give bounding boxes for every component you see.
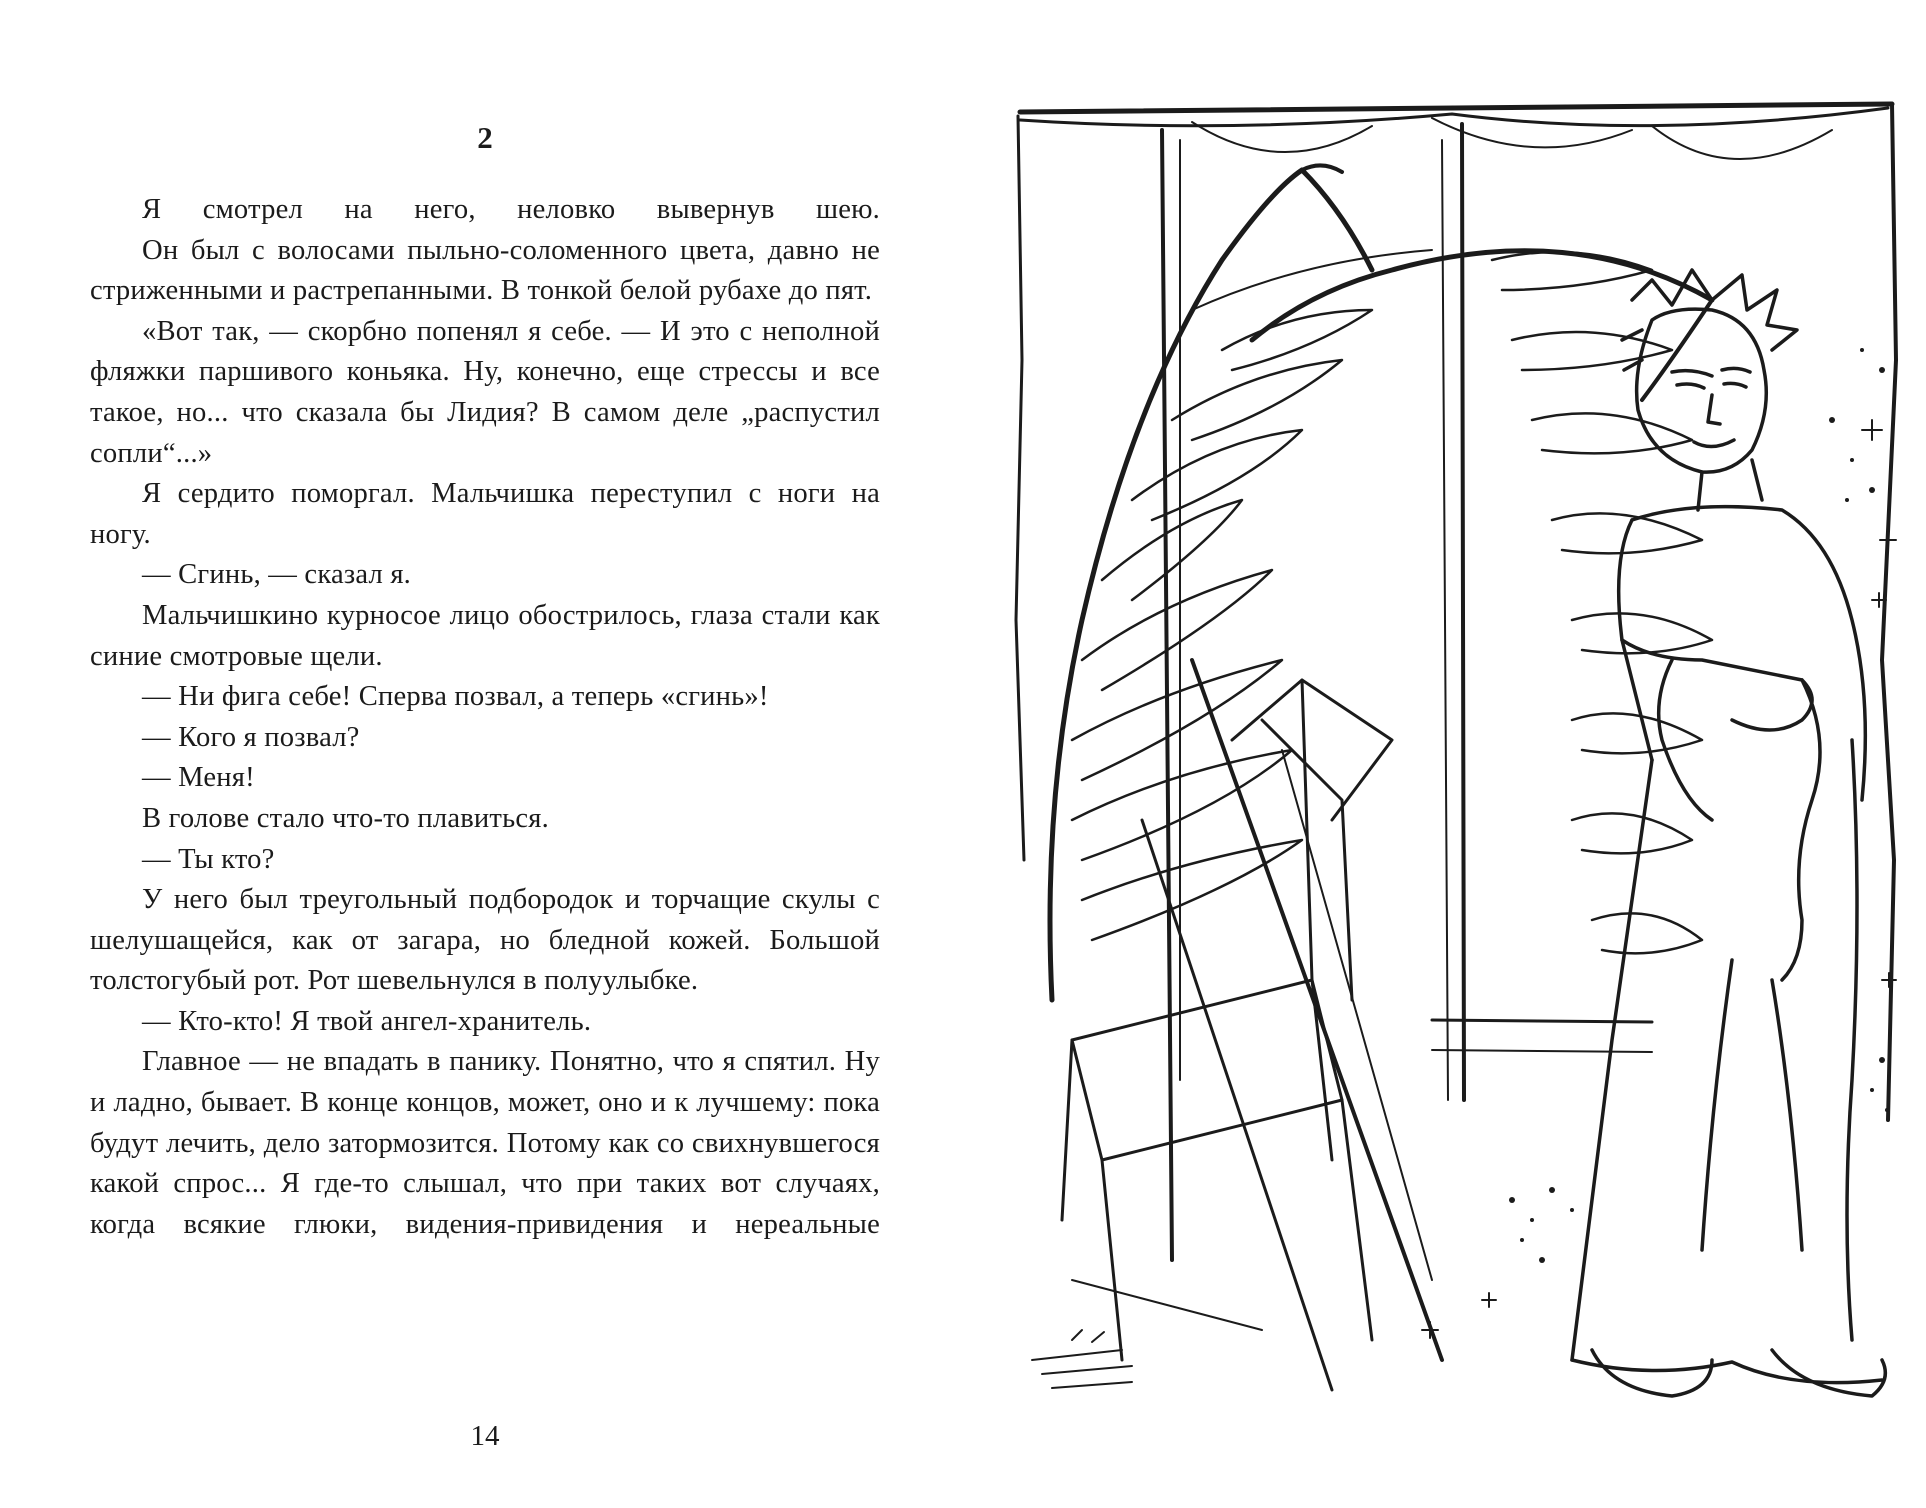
- top-border: [1020, 104, 1892, 112]
- paragraph: — Меня!: [142, 762, 255, 794]
- paragraph: — Кто-кто! Я твой ангел-хранитель.: [142, 1005, 592, 1037]
- paragraph: Мальчишкино курносое лицо обострилось, глаза стали как синие смотровые щели.: [90, 599, 880, 672]
- paragraph: Я смотрел на него, неловко вывернув шею.: [142, 194, 880, 225]
- paragraph: Я сердито поморгал. Мальчишка переступил с ноги на ногу.: [90, 478, 880, 550]
- illustration-drawing: [1012, 100, 1904, 1410]
- paragraph: Он был с волосами пыльно-соломенного цвета, давно не стриженными и растрепанными. В тонкой белой рубахе до пят.: [90, 234, 880, 307]
- paragraph: — Кого я позвал?: [142, 721, 360, 753]
- angel-boy-illustration: [1012, 100, 1904, 1410]
- body-text: [90, 190, 880, 1245]
- chair: [1062, 680, 1392, 1360]
- curtain-edge: [1252, 251, 1712, 340]
- floor-hatching: [1032, 1330, 1132, 1388]
- window-frame-right: [1462, 124, 1464, 1100]
- paragraph: «Вот так, — скорбно попенял я себе. — И это с неполной фляжки паршивого коньяка. Ну, конечно, еще стрессы и все такое, но... что сказала бы Лидия? В самом деле „распустил сопли“...»: [90, 315, 880, 469]
- page-number: 14: [470, 1420, 500, 1452]
- paragraph: В голове стало что-то плавиться.: [142, 802, 549, 834]
- chapter-number: 2: [477, 120, 493, 155]
- paragraph: — Сгинь, — сказал я.: [142, 559, 412, 591]
- paragraph: — Ты кто?: [142, 843, 275, 875]
- paragraph: У него был треугольный подбородок и торчащие скулы с шелушащейся, как от загара, но бледной кожей. Большой толстогубый рот. Рот шевельнулся в полуулыбке.: [90, 884, 880, 997]
- boy-figure: [1572, 270, 1885, 1396]
- paragraph: Главное — не впадать в панику. Понятно, что я спятил. Ну и ладно, бывает. В конце концов, может, оно и к лучшему: пока будут лечить, дело затормозится. Потому как со свихнувшегося какой спрос... Я где-то слышал, что при таких вот случаях, когда всякие глюки, видения-привидения и нереальные: [90, 1046, 880, 1240]
- right-border: [1882, 104, 1896, 1120]
- paragraph: — Ни фига себе! Сперва позвал, а теперь «сгинь»!: [142, 681, 769, 713]
- left-page: [0, 0, 960, 1508]
- sparkle-marks: [1422, 420, 1896, 1338]
- left-border: [1016, 116, 1024, 860]
